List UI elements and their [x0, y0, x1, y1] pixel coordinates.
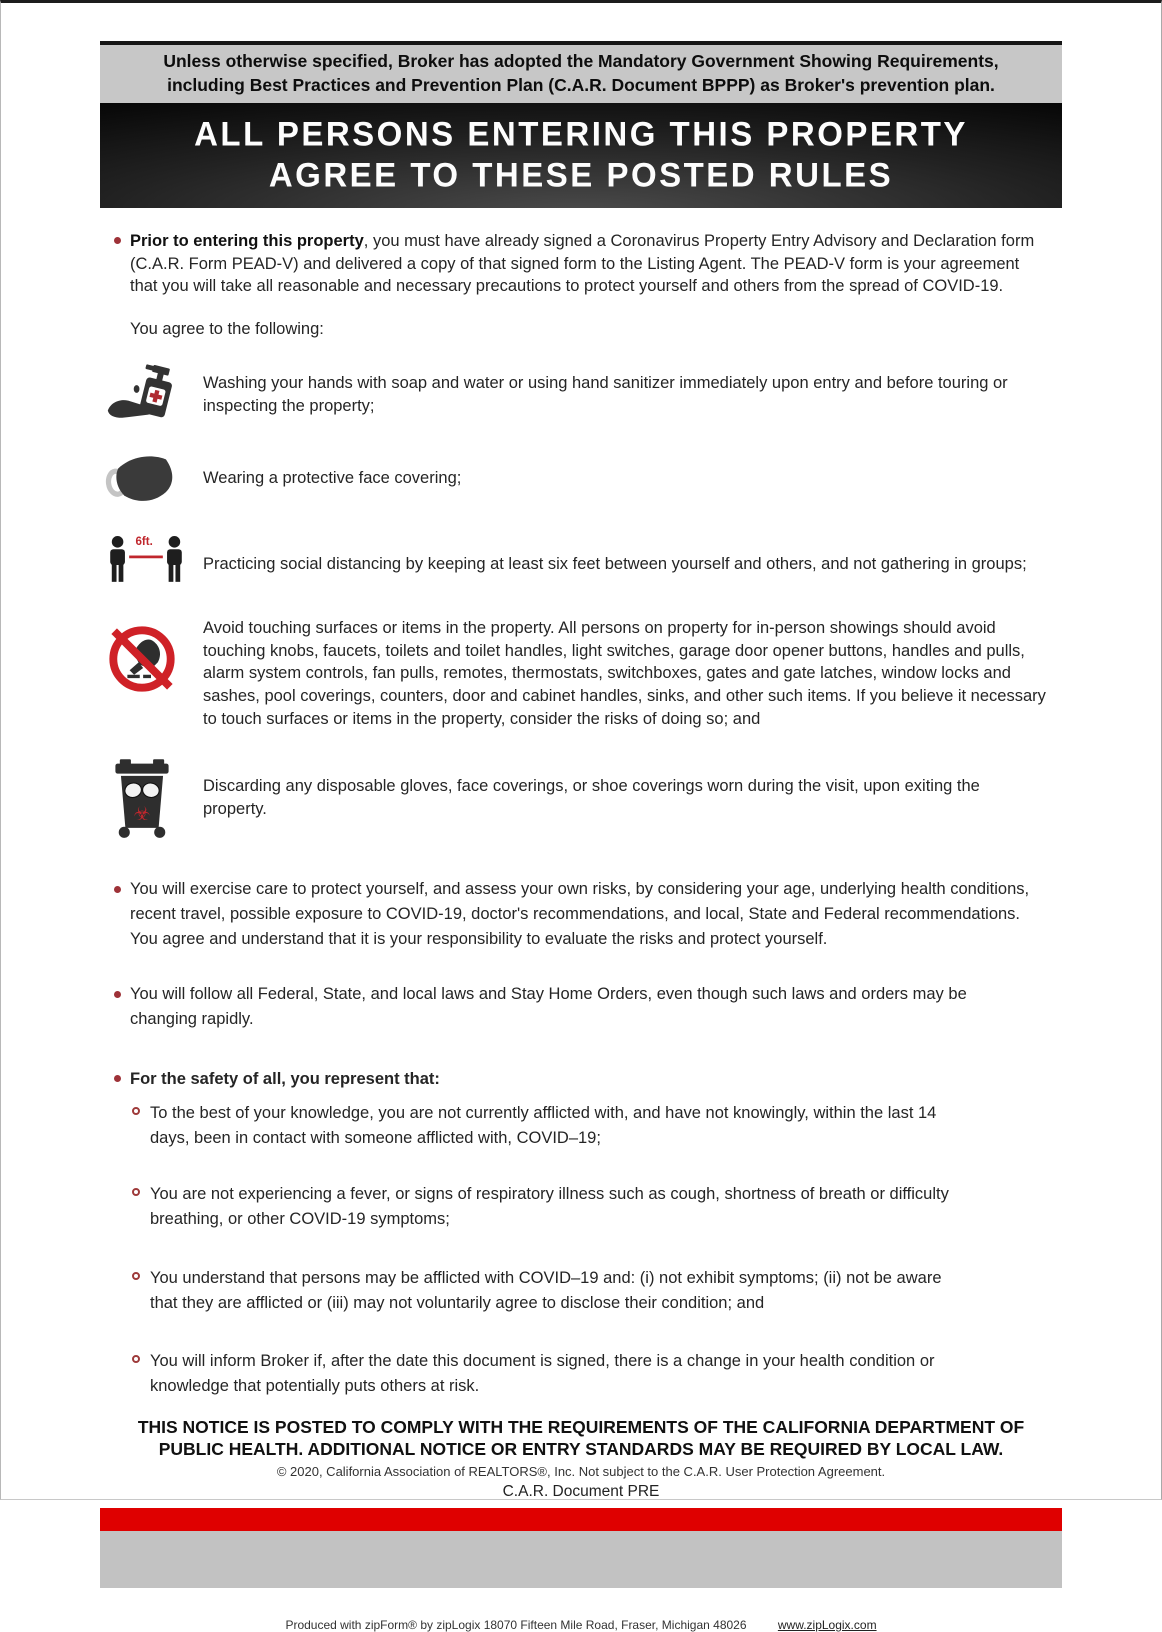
intro-text: [130, 230, 1038, 298]
rule-text: Practicing social distancing by keeping at least six feet between yourself and others, and not gathering in groups;: [203, 555, 1027, 574]
bullet-exercise-care: [100, 877, 1062, 952]
sub-bullet-understanding: [132, 1266, 1062, 1316]
rule-row-social-distance: [100, 531, 1062, 599]
safety-section-heading-row: [100, 1068, 1062, 1091]
header-notice-line2: including Best Practices and Prevention Plan (C.A.R. Document BPPP) as Broker's prevention plan.: [167, 74, 995, 95]
bullet-dot: [114, 237, 121, 244]
rule-row-discard-ppe: [100, 757, 1062, 839]
document-label: C.A.R. Document PRE: [502, 1482, 660, 1500]
sub-bullet-marker: [132, 1272, 140, 1280]
compliance-notice-line1: THIS NOTICE IS POSTED TO COMPLY WITH THE REQUIREMENTS OF THE CALIFORNIA DEPARTMENT OF: [137, 1416, 1025, 1437]
sub-bullet-marker: [132, 1107, 140, 1115]
sub-bullet-text: You are not experiencing a fever, or signs of respiratory illness such as cough, shortness of breath or difficulty breathing, or other COVID-19 symptoms;: [150, 1185, 949, 1229]
agree-line: You agree to the following:: [130, 320, 324, 339]
sub-bullet-inform-broker: [132, 1349, 1062, 1399]
bullet-dot: [114, 991, 121, 998]
banner-line2: AGREE TO THESE POSTED RULES: [268, 154, 894, 194]
header-notice-line1: Unless otherwise specified, Broker has adopted the Mandatory Government Showing Requirements,: [163, 51, 999, 71]
header-notice-bar: [100, 41, 1062, 103]
biohazard-glyph: ☣: [133, 802, 151, 824]
hand-sanitizer-icon: [106, 365, 184, 425]
copyright-line: © 2020, California Association of REALTORS®, Inc. Not subject to the C.A.R. User Protection Agreement.: [276, 1463, 886, 1479]
six-feet-label: 6ft.: [135, 535, 153, 548]
red-divider-bar: [100, 1508, 1062, 1531]
bullet-follow-laws: [100, 982, 1062, 1032]
title-banner: [100, 103, 1062, 208]
rule-text: Discarding any disposable gloves, face coverings, or shoe coverings worn during the visit, upon exiting the property.: [203, 776, 980, 818]
intro-rest: , you must have already signed a Coronavirus Property Entry Advisory and Declaration form (C.A.R. Form PEAD-V) and delivered a copy of that signed form to the Listing Agent. The PEAD-V form is your agreement that you will take all reasonable and necessary precautions to protect yourself and others from the spread of COVID-19.: [130, 231, 1035, 296]
sub-bullet-symptoms: [132, 1182, 1062, 1232]
bullet-text: You will exercise care to protect yourself, and assess your own risks, by considering your age, underlying health conditions, recent travel, possible exposure to COVID-19, doctor's recommendations, and local, State and Federal recommendations. You agree and understand that it is your responsibility to evaluate the risks and protect yourself.: [130, 879, 1030, 948]
sub-bullet-marker: [132, 1188, 140, 1196]
sub-bullet-text: You will inform Broker if, after the date this document is signed, there is a change in your health condition or knowledge that potentially puts others at risk.: [150, 1352, 935, 1396]
rule-text: Washing your hands with soap and water or using hand sanitizer immediately upon entry and before touring or inspecting the property;: [203, 374, 1008, 415]
sub-bullet-text: To the best of your knowledge, you are not currently afflicted with, and have not knowingly, within the last 14 days, been in contact with someone afflicted with, COVID–19;: [150, 1103, 937, 1147]
no-touch-icon: [106, 623, 178, 695]
ziplogix-link[interactable]: www.zipLogix.com: [777, 1617, 877, 1632]
compliance-notice: [100, 1417, 1062, 1461]
social-distance-icon: [106, 531, 186, 599]
sub-bullet-marker: [132, 1355, 140, 1363]
sub-bullet-knowledge: [132, 1101, 1062, 1151]
rule-text: Wearing a protective face covering;: [203, 469, 462, 488]
face-mask-icon: [106, 451, 180, 507]
sub-bullet-text: You understand that persons may be afflicted with COVID–19 and: (i) not exhibit symptoms; (ii) not be aware that they are afflicted or (iii) may not voluntarily agree to disclose their condition; and: [150, 1268, 942, 1312]
banner-line1: ALL PERSONS ENTERING THIS PROPERTY: [194, 114, 968, 154]
intro-bold-lead: Prior to entering this property: [130, 231, 364, 250]
rule-row-wash-hands: [100, 365, 1062, 425]
content-column: [100, 41, 1062, 1632]
produced-text: Produced with zipForm® by zipLogix 18070 Fifteen Mile Road, Fraser, Michigan 48026: [285, 1617, 747, 1632]
bullet-dot: [114, 1075, 121, 1082]
gray-footer-bar: [100, 1531, 1062, 1588]
rule-row-face-covering: [100, 451, 1062, 507]
rule-text: Avoid touching surfaces or items in the property. All persons on property for in-person showings should avoid touching knobs, faucets, toilets and toilet handles, light switches, garage door opener buttons, handles and pulls, alarm system controls, fan pulls, remotes, thermostats, switchboxes, gates and gate latches, window locks and sashes, pool coverings, counters, door and cabinet handles, sinks, and other such items. If you believe it necessary to touch surfaces or items in the property, consider the risks of doing so; and: [203, 618, 1046, 728]
intro-paragraph: [100, 230, 1062, 298]
bullet-dot: [114, 886, 121, 893]
safety-heading: For the safety of all, you represent that:: [130, 1070, 440, 1089]
compliance-notice-line2: PUBLIC HEALTH. ADDITIONAL NOTICE OR ENTRY STANDARDS MAY BE REQUIRED BY LOCAL LAW.: [158, 1438, 1004, 1459]
rule-row-no-touching: [100, 617, 1062, 731]
produced-line: [100, 1618, 1062, 1632]
disposal-bin-icon: [106, 757, 178, 839]
bullet-text: You will follow all Federal, State, and local laws and Stay Home Orders, even though such laws and orders may be changing rapidly.: [130, 984, 967, 1028]
